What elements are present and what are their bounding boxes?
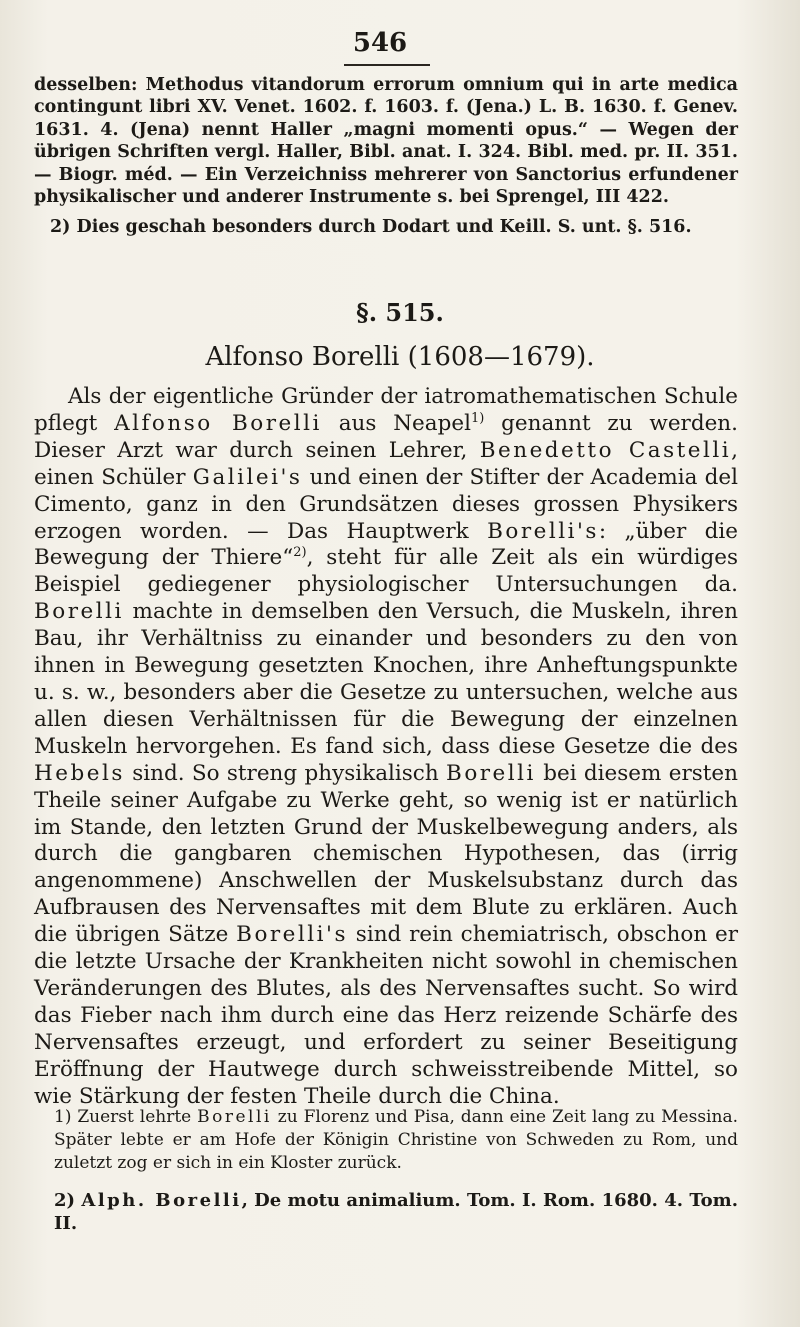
name-alph-borelli: Alph. Borelli: [81, 1190, 242, 1211]
main-body: [34, 384, 738, 1110]
text-run: bei diesem ersten Theile seiner Aufgabe zu Werke geht, so wenig ist er natürlich im Stande, den letzten Grund der Muskelbewegung anders, als durch die gangbaren chemischen Hypothesen, das (irrig angenommene) Anschwellen der Muskelsubstanz durch das Aufbrausen des Nervensaftes mit dem Blute zu erklären. Auch die übrigen Sätze: [34, 760, 738, 948]
text-run: 2): [54, 1190, 82, 1211]
continued-footnotes: [34, 74, 738, 239]
footnote-1: [34, 1106, 738, 1175]
body-paragraph: [34, 384, 738, 1110]
name-alfonso-borelli: Alfonso Borelli: [114, 410, 322, 436]
text-run: , steht für alle Zeit als ein würdiges Beispiel gediegener physiologischer Untersuchungen da.: [34, 545, 738, 598]
footnote-ref-2: 2): [293, 545, 307, 561]
name-borelli: Borelli: [197, 1107, 272, 1127]
footnote-continued-1: desselben: Methodus vitandorum errorum omnium qui in arte medica contingunt libri XV. Venet. 1602. f. 1603. f. (Jena.) L. B. 1630. f. Genev. 1631. 4. (Jena) nennt Haller „magni momenti opus.“ — Wegen der übrigen Schriften vergl. Haller, Bibl. anat. I. 324. Bibl. med. pr. II. 351. — Biogr. méd. — Ein Verzeichniss mehrerer von Sanctorius erfundener physikalischer und anderer Instrumente s. bei Sprengel, III 422.: [34, 75, 738, 208]
name-galilei: Galilei's: [192, 464, 303, 490]
name-benedetto-castelli: Benedetto Castelli: [479, 437, 732, 463]
text-run: sind rein chemiatrisch, obschon er die letzte Ursache der Krankheiten nicht sowohl in chemischen Veränderungen des Blutes, als des Nervensaftes sucht. So wird das Fieber nach ihm durch eine das Herz reizende Schärfe des Nervensaftes erzeugt, und erfordert zu seiner Beseitigung Eröffnung der Hautwege durch schweisstreibende Mittel, so wie Stärkung der festen Theile durch die China.: [34, 922, 738, 1109]
footnote-continued-2: 2) Dies geschah besonders durch Dodart und Keill. S. unt. §. 516.: [50, 217, 692, 238]
name-borelli: Borelli's: [487, 518, 599, 544]
text-run: sind. So streng physikalisch: [124, 760, 447, 786]
name-borelli: Borelli's: [236, 922, 348, 948]
name-borelli: Borelli: [446, 760, 536, 786]
section-number: §. 515.: [356, 298, 444, 327]
name-borelli: Borelli: [34, 599, 124, 625]
footnote-ref-1: 1): [470, 410, 485, 426]
text-run: Als der eigentliche Gründer der iatromathematischen Schule pflegt: [34, 384, 738, 436]
text-run: : „über die Bewegung der Thiere“: [34, 518, 738, 571]
text-run: genannt zu werden. Dieser Arzt war durch seinen Lehrer,: [34, 410, 738, 463]
text-run: , einen Schüler: [34, 437, 738, 490]
text-run: 1) Zuerst lehrte: [54, 1107, 198, 1127]
text-run: zu Florenz und Pisa, dann eine Zeit lang zu Messina. Später lebte er am Hofe der Königin Christine von Schweden zu Rom, und zuletzt zog er sich in ein Kloster zurück.: [54, 1107, 738, 1173]
page-number: 546: [352, 28, 408, 58]
page-number-rule: [344, 64, 430, 66]
text-run: aus Neapel: [321, 410, 471, 436]
footnote-2: [34, 1189, 738, 1235]
footnotes: [34, 1106, 738, 1235]
term-hebels: Hebels: [34, 760, 125, 786]
text-run: machte in demselben den Versuch, die Muskeln, ihren Bau, ihr Verhältniss zu einander und besonders zu den von ihnen in Bewegung gesetzten Knochen, ihre Anheftungspunkte u. s. w., besonders aber die Gesetze zu untersuchen, welche aus allen diesen Verhältnissen für die Bewegung der einzelnen Muskeln hervorgehen. Es fand sich, dass diese Gesetze die des: [34, 599, 738, 759]
section-heading: Alfonso Borelli (1608—1679).: [205, 342, 595, 372]
text-run: und einen der Stifter der Academia del Cimento, ganz in den Grundsätzen dieses grossen Physikers erzogen worden. — Das Hauptwerk: [34, 464, 738, 544]
text-run: , De motu animalium. Tom. I. Rom. 1680. 4. Tom. II.: [54, 1190, 738, 1234]
